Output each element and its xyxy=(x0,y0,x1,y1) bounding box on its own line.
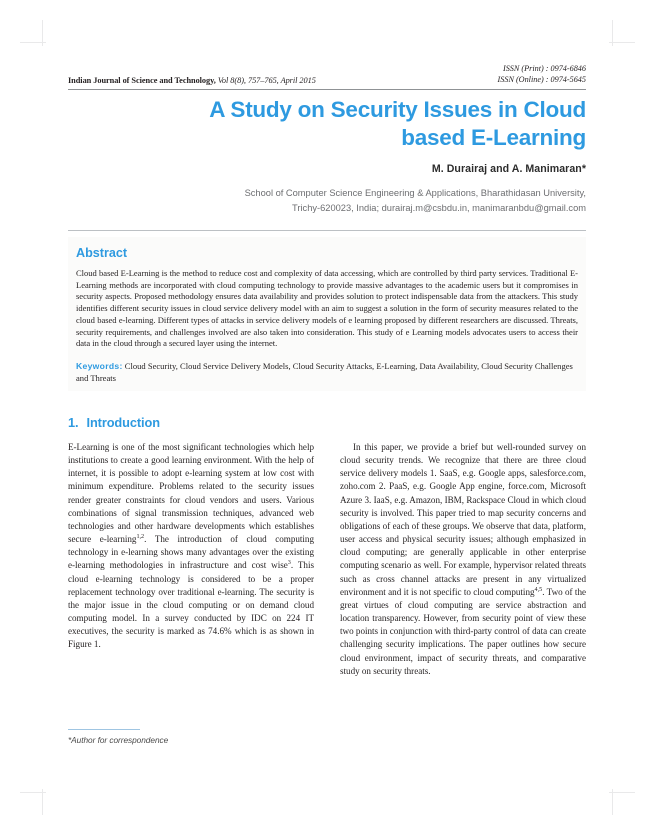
crop-mark-bottom-left-horizontal xyxy=(20,792,46,793)
issn-online: ISSN (Online) : 0974-5645 xyxy=(497,74,586,84)
running-head-rule xyxy=(68,89,586,90)
crop-mark-bottom-right-horizontal xyxy=(609,792,635,793)
body-column-left xyxy=(68,441,314,652)
abstract-text: Cloud based E-Learning is the method to reduce cost and complexity of data accessing, which are controlled by third party services. Traditional E-Learning methods are incorporated with cloud computing technology to provide massive advantages to the academic users but it compromises in security aspects. Proposed methodology ensures data availability and provides solution to protect indispensable data from the attackers. This study identifies different security issues in cloud service delivery model with an aim to suggest a solution in the form of security measures related to the cloud based e-learning. Different types of attacks in service delivery models of e learning proposed by different researchers are discussed. Threats, security requirements, and challenges involved are also taken into consideration. This study of e Learning models advocates users to access their data in the cloud through a secured layer using the internet. xyxy=(76,268,578,349)
section-heading-introduction xyxy=(68,415,160,430)
intro-text-part-3: . This cloud e-learning technology is considered to be a proper replacement technology over traditional e-learning. The security is the major issue in the cloud computing or on demand cloud computing model. In a survey conducted by IDC on 224 IT executives, the security is marked as 74.6% which is as shown in Figure 1. xyxy=(68,560,314,650)
paragraph-intro-left xyxy=(68,441,314,652)
keywords-label: Keywords: xyxy=(76,360,123,371)
crop-mark-top-right-horizontal xyxy=(609,42,635,43)
journal-citation xyxy=(68,76,316,85)
page-title: A Study on Security Issues in Cloud based E-Learning xyxy=(209,97,586,150)
citation-ref-4-5: 4,5 xyxy=(534,585,543,593)
citation-ref-1-2: 1,2 xyxy=(136,533,145,541)
intro-right-text-part-1: In this paper, we provide a brief but well-rounded survey on cloud security trends. We recognize that there are three cloud service delivery models 1. SaaS, e.g. Google apps, salesforce.com, zoho.com 2. PaaS, e.g. Google App engine, force.com, Microsoft Azure 3. IaaS, e.g. Amazon, IBM, Rackspace Cloud in which cloud security is involved. This paper tried to map security concerns and obligations of each of these groups. We observe that data, platform, user access and physical security issues; although emphasized in cloud computing; are generally applicable in other enterprise computing scenario as well. For example, hypervisor related threats such as cross channel attacks are present in any virtualized environment and it is not specific to cloud computing xyxy=(340,442,586,597)
keywords-text: Cloud Security, Cloud Service Delivery Models, Cloud Security Attacks, E-Learning, Data Availability, Cloud Security Challenges and Threats xyxy=(76,360,573,383)
intro-right-text-part-2: . Two of the great virtues of cloud computing are service abstraction and location transparency. However, from security point of view these two points in conjunction with third-party control of data can create challenging security implications. The paper outlines how secure cloud environment, impact of security threats, and comparative study on security threats. xyxy=(340,586,586,676)
title-divider xyxy=(68,230,586,231)
footnote-rule xyxy=(68,729,140,730)
abstract-section xyxy=(68,237,586,391)
footnote-correspondence: *Author for correspondence xyxy=(68,735,169,745)
journal-title: Indian Journal of Science and Technology, xyxy=(68,76,216,85)
intro-text-part-2: . The introduction of cloud computing technology in e-learning shows many advantages over the existing e-learning methodologies in infrastructure and cost wise xyxy=(68,534,314,571)
author-list: M. Durairaj and A. Manimaran* xyxy=(431,163,586,175)
issn-block xyxy=(498,64,586,85)
section-title: Introduction xyxy=(86,415,160,430)
affiliation xyxy=(120,186,586,215)
citation-ref-3: 3 xyxy=(287,559,291,567)
intro-text-part-1: E-Learning is one of the most significant technologies which help institutions to create a good learning environment. With the help of internet, it is possible to adopt e-learning system at low cost with minimum expenditure. Problems related to the security issues render greater constraints for cloud vendors and users. Various combinations of signal transmission techniques, advanced web technologies and other hardware developments which establishes secure e-learning xyxy=(68,442,314,545)
section-number: 1. xyxy=(68,415,79,430)
issn-print: ISSN (Print) : 0974-6846 xyxy=(502,64,586,73)
crop-mark-top-left-horizontal xyxy=(20,42,46,43)
journal-volume-info: Vol 8(8), 757–765, April 2015 xyxy=(217,76,316,85)
affiliation-line-1: School of Computer Science Engineering & Applications, Bharathidasan University, xyxy=(244,188,586,198)
paragraph-intro-right xyxy=(340,441,586,678)
abstract-heading: Abstract xyxy=(76,246,128,260)
affiliation-line-2: Trichy-620023, India; durairaj.m@csbdu.in, manimaranbdu@gmail.com xyxy=(292,202,586,213)
running-head xyxy=(68,64,586,90)
body-column-right xyxy=(340,441,586,678)
keywords-block xyxy=(76,361,578,385)
